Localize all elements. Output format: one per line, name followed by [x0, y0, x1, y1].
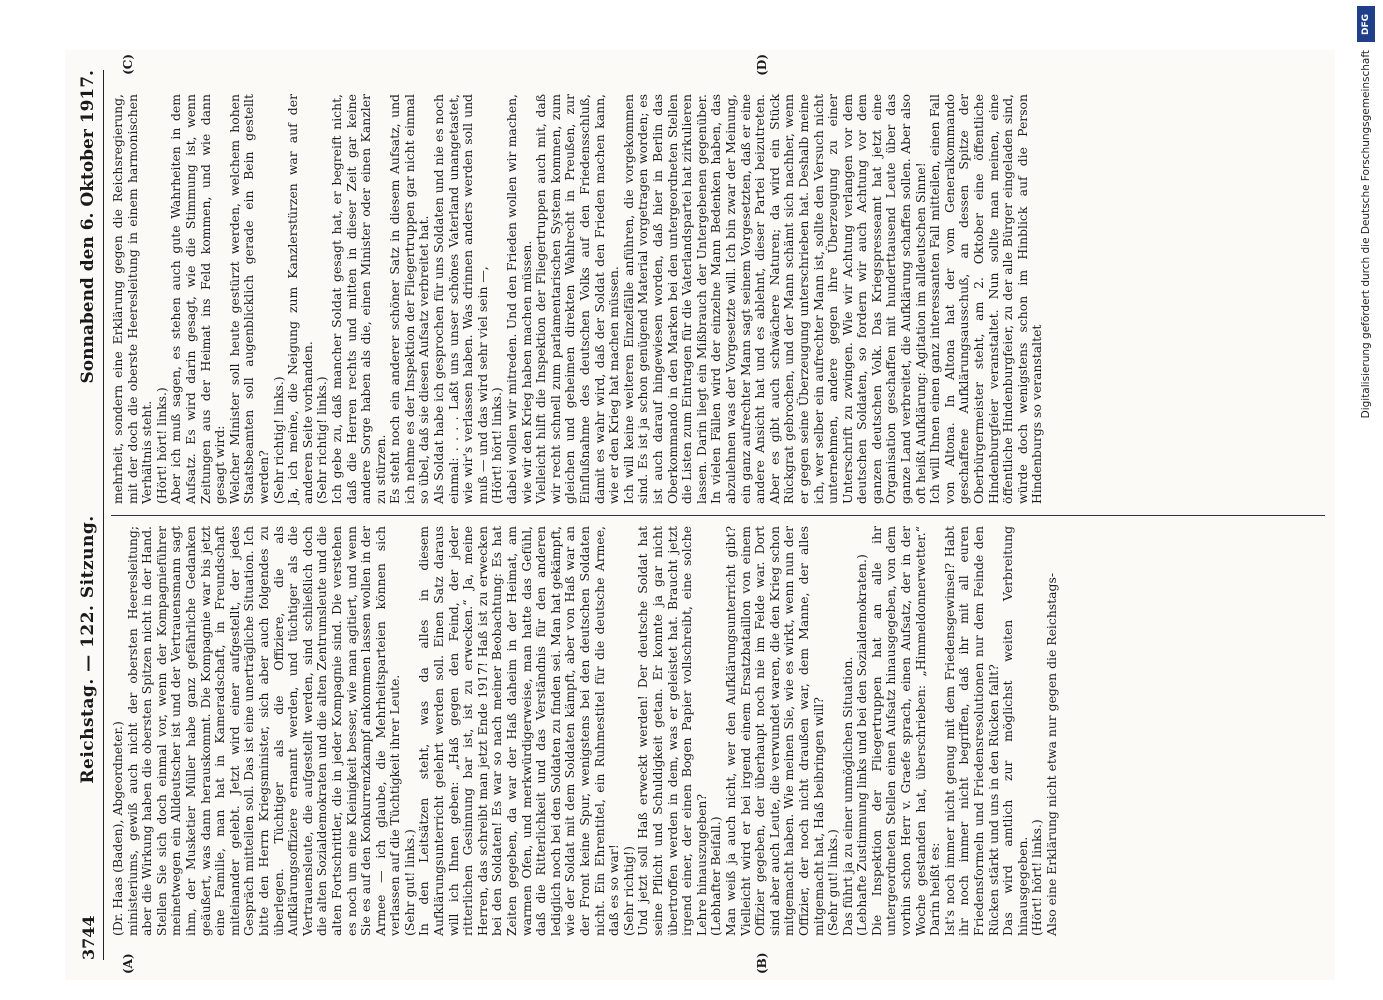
- margin-mark-c: (C): [121, 54, 135, 75]
- margin-mark-b: (B): [755, 952, 769, 974]
- margin-mark-a: (A): [121, 953, 135, 974]
- page-title: Reichstag. — 122. Sitzung.: [78, 515, 98, 784]
- page-number: 3744: [78, 915, 98, 960]
- credit-text: Digitalisierung gefördert durch die Deutsche Forschungsgemeinschaft: [1360, 50, 1372, 419]
- credit-bar: [1355, 0, 1377, 1000]
- column-divider: [111, 515, 1325, 516]
- page-date: Sonnabend den 6. Oktober 1917.: [78, 70, 98, 384]
- page-header: [73, 70, 104, 960]
- text-column-left: (Dr. Haas (Baden), Abgeordneter.) ministeriums, gewiß auch nicht der obersten Heeresleitung; aber die Wirkung haben die obersten Spitzen nicht in der Hand. Stellen Sie sich doch einmal vor, wenn der Kompagnieführer meinetwegen ein Alldeutscher ist und der Vertrauensmann sagt ihm, der Musketier Müller habe ganz gefährliche Gedanken geäußert, was dann herauskommt. Die Kompagnie war bis jetzt eine Familie, man hat in Kameradschaft, in Freundschaft miteinander gelebt. Jetzt wird einer aufgestellt, der jedes Gespräch mitteilen soll. Das ist eine unerträgliche Situation. Ich bitte den Herrn Kriegsminister, sich aber auch folgendes zu überlegen. Tüchtiger als die Offiziere, die als Aufklärungsoffiziere ernannt werden, und tüchtiger als die Vertrauensleute, die aufgestellt werden, sind schließlich doch die alten Sozialdemokraten und die alten Zentrumsleute und die alten Fortschrittler, die in jeder Kompagnie sind. Die verstehen es noch um eine Kleinigkeit besser, wie man agitiert, und wenn Sie es auf den Konkurrenzkampf ankommen lassen wollen in der Armee — ich glaube, die Mehrheitsparteien können sich verlassen auf die Tüchtigkeit ihrer Leute. (Sehr gut! links.) In den Leitsätzen steht, was da alles in diesem Aufklärungsunterricht gelehrt werden soll. Einen Satz daraus will ich Ihnen geben: „Haß gegen den Feind, der jeder ritterlichen Gesinnung bar ist, ist zu erwecken.“ Ja, meine Herren, das schreibt man jetzt Ende 1917! Haß ist zu erwecken bei den Soldaten! Es war so nach meiner Beobachtung: Es hat Zeiten gegeben, da war der Haß daheim in der Heimat, am warmen Ofen, und merkwürdigerweise, man hatte das Gefühl, daß die Ritterlichkeit und das Verständnis für den anderen lediglich noch bei den Soldaten zu finden sei. Man hat gekämpft, wie der Soldat mit dem Soldaten kämpft, aber von Haß war an der Front keine Spur, wenigstens bei den deutschen Soldaten nicht. Ein Ehrentitel, ein Ruhmestitel für die deutsche Armee, daß es so war! (Sehr richtig!) Und jetzt soll Haß erweckt werden! Der deutsche Soldat hat seine Pflicht und Schuldigkeit getan. Er konnte ja gar nicht übertroffen werden in dem, was er geleistet hat. Braucht jetzt irgend einer, der einen Bogen Papier vollschreibt, eine solche Lehre hinauszugeben? (Lebhafter Beifall.) Man weiß ja auch nicht, wer den Aufklärungsunterricht gibt? Vielleicht wird er bei irgend einem Ersatzbataillon von einem Offizier gegeben, der überhaupt noch nie im Felde war. Dort sind aber auch Leute, die verwundet waren, die den Krieg schon mitgemacht haben. Wie meinen Sie, wie es wirkt, wenn nun der Offizier, der noch nicht draußen war, dem Manne, der alles mitgemacht hat, Haß beibringen will? (Sehr gut! links.) Das führt ja zu einer unmöglichen Situation. (Lebhafte Zustimmung links und bei den Sozialdemokraten.) Die Inspektion der Fliegertruppen hat an alle ihr untergeordneten Stellen einen Aufsatz hinausgegeben, von dem vorhin schon Herr v. Graefe sprach, einen Aufsatz, der in der Woche gestanden hat, überschrieben: „Himmeldonnerwetter.“ Darin heißt es: Ist's noch immer nicht genug mit dem Friedensgewinsel? Habt ihr noch immer nicht begriffen, daß ihr mit all euren Friedensformeln und Friedensresolutionen nur dem Feinde den Rücken stärkt und uns in den Rücken fallt? Das wird amtlich zur möglichst weiten Verbreitung hinausgegeben. (Hört! hört! links.) Also eine Erklärung nicht etwa nur gegen die Reichstags-: [110, 526, 1059, 936]
- text-column-right: mehrheit, sondern eine Erklärung gegen die Reichsregierung, mit der doch die oberste Heeresleitung in einem harmonischen Verhältnis steht. (Hört! hört! links.) Aber ich muß sagen, es stehen auch gute Wahrheiten in dem Aufsatz. Es wird darin gesagt, wie die Stimmung ist, wenn Zeitungen aus der Heimat ins Feld kommen, und wie dann gesagt wird: Welcher Minister soll heute gestürzt werden, welchem hohen Staatsbeamten soll augenblicklich gerade ein Bein gestellt werden? (Sehr richtig! links.) Ja, ich meine, die Neigung zum Kanzlerstürzen war auf der anderen Seite vorhanden. (Sehr richtig! links.) Ich gebe zu, daß mancher Soldat gesagt hat, er begreift nicht, daß die Herren rechts und mitten in dieser Zeit gar keine andere Sorge haben als die, einen Minister oder einen Kanzler zu stürzen. Es steht noch ein anderer schöner Satz in diesem Aufsatz, und ich nehme es der Inspektion der Fliegertruppen gar nicht einmal so übel, daß sie diesen Aufsatz verbreitet hat. Als Soldat habe ich gesprochen für uns Soldaten und nie es noch einmal: . . . . Laßt uns unser schönes Vaterland unangetastet, wie wir's verlassen haben. Was drinnen anders werden soll und muß — und das wird sehr viel sein —, (Hört! hört! links.) dabei wollen wir mitreden. Und den Frieden wollen wir machen, wie wir den Krieg haben machen müssen. Vielleicht hilft die Inspektion der Fliegertruppen auch mit, daß wir recht schnell zum parlamentarischen System kommen, zum gleichen und geheimen direkten Wahlrecht in Preußen, zur Einflußnahme des deutschen Volks auf den Friedensschluß, damit es wahr wird, daß der Soldat den Frieden machen kann, wie er den Krieg hat machen müssen. Ich will keine weiteren Einzelfälle anführen, die vorgekommen sind. Es ist ja schon genügend Material vorgetragen worden; es ist auch darauf hingewiesen worden, daß hier in Berlin das Oberkommando in den Marken bei den untergeordneten Stellen die Listen zum Eintragen für die Vaterlandspartei hat zirkulieren lassen. Darin liegt ein Mißbrauch der Untergebenen gegenüber. In vielen Fällen wird der einzelne Mann Bedenken haben, das abzulehnen was der Vorgesetzte will. Ich bin zwar der Meinung, ein ganz aufrechter Mann sagt seinem Vorgesetzten, daß er eine andere Ansicht hat und es ablehnt, dieser Partei beizutreten. Aber es gibt auch schwächere Naturen; da wird ein Stück Rückgrat gebrochen, und der Mann schämt sich nachher, wenn er gegen seine Überzeugung unterschrieben hat. Deshalb meine ich, wer selber ein aufrechter Mann ist, sollte den Versuch nicht unternehmen, andere gegen ihre Überzeugung zu einer Unterschrift zu zwingen. Wie wir Achtung verlangen vor dem deutschen Soldaten, so fordern wir auch Achtung vor dem ganzen deutschen Volk. Das Kriegspresseamt hat jetzt eine Organisation geschaffen mit hunderttausend Leute über das ganze Land verbreitet, die Aufklärung schaffen sollen. Aber also oft heißt Aufklärung: Agitation im alldeutschen Sinne! Ich will Ihnen einen ganz interessanten Fall mitteilen, einen Fall von Altona. In Altona hat der vom Generalkommando geschaffene Aufklärungsausschuß, an dessen Spitze der Oberbürgermeister steht, am 2. Oktober eine öffentliche Hindenburgfeier veranstaltet. Nun sollte man meinen, eine öffentliche Hindenburgfeier, zu der alle Bürger eingeladen sind, würde doch wenigstens schon im Hinblick auf die Person Hindenburgs so veranstaltet: [110, 94, 1045, 504]
- margin-mark-d: (D): [755, 54, 769, 76]
- rotated-newspaper-page: [65, 50, 1335, 980]
- dfg-logo-icon: DFG: [1357, 6, 1375, 42]
